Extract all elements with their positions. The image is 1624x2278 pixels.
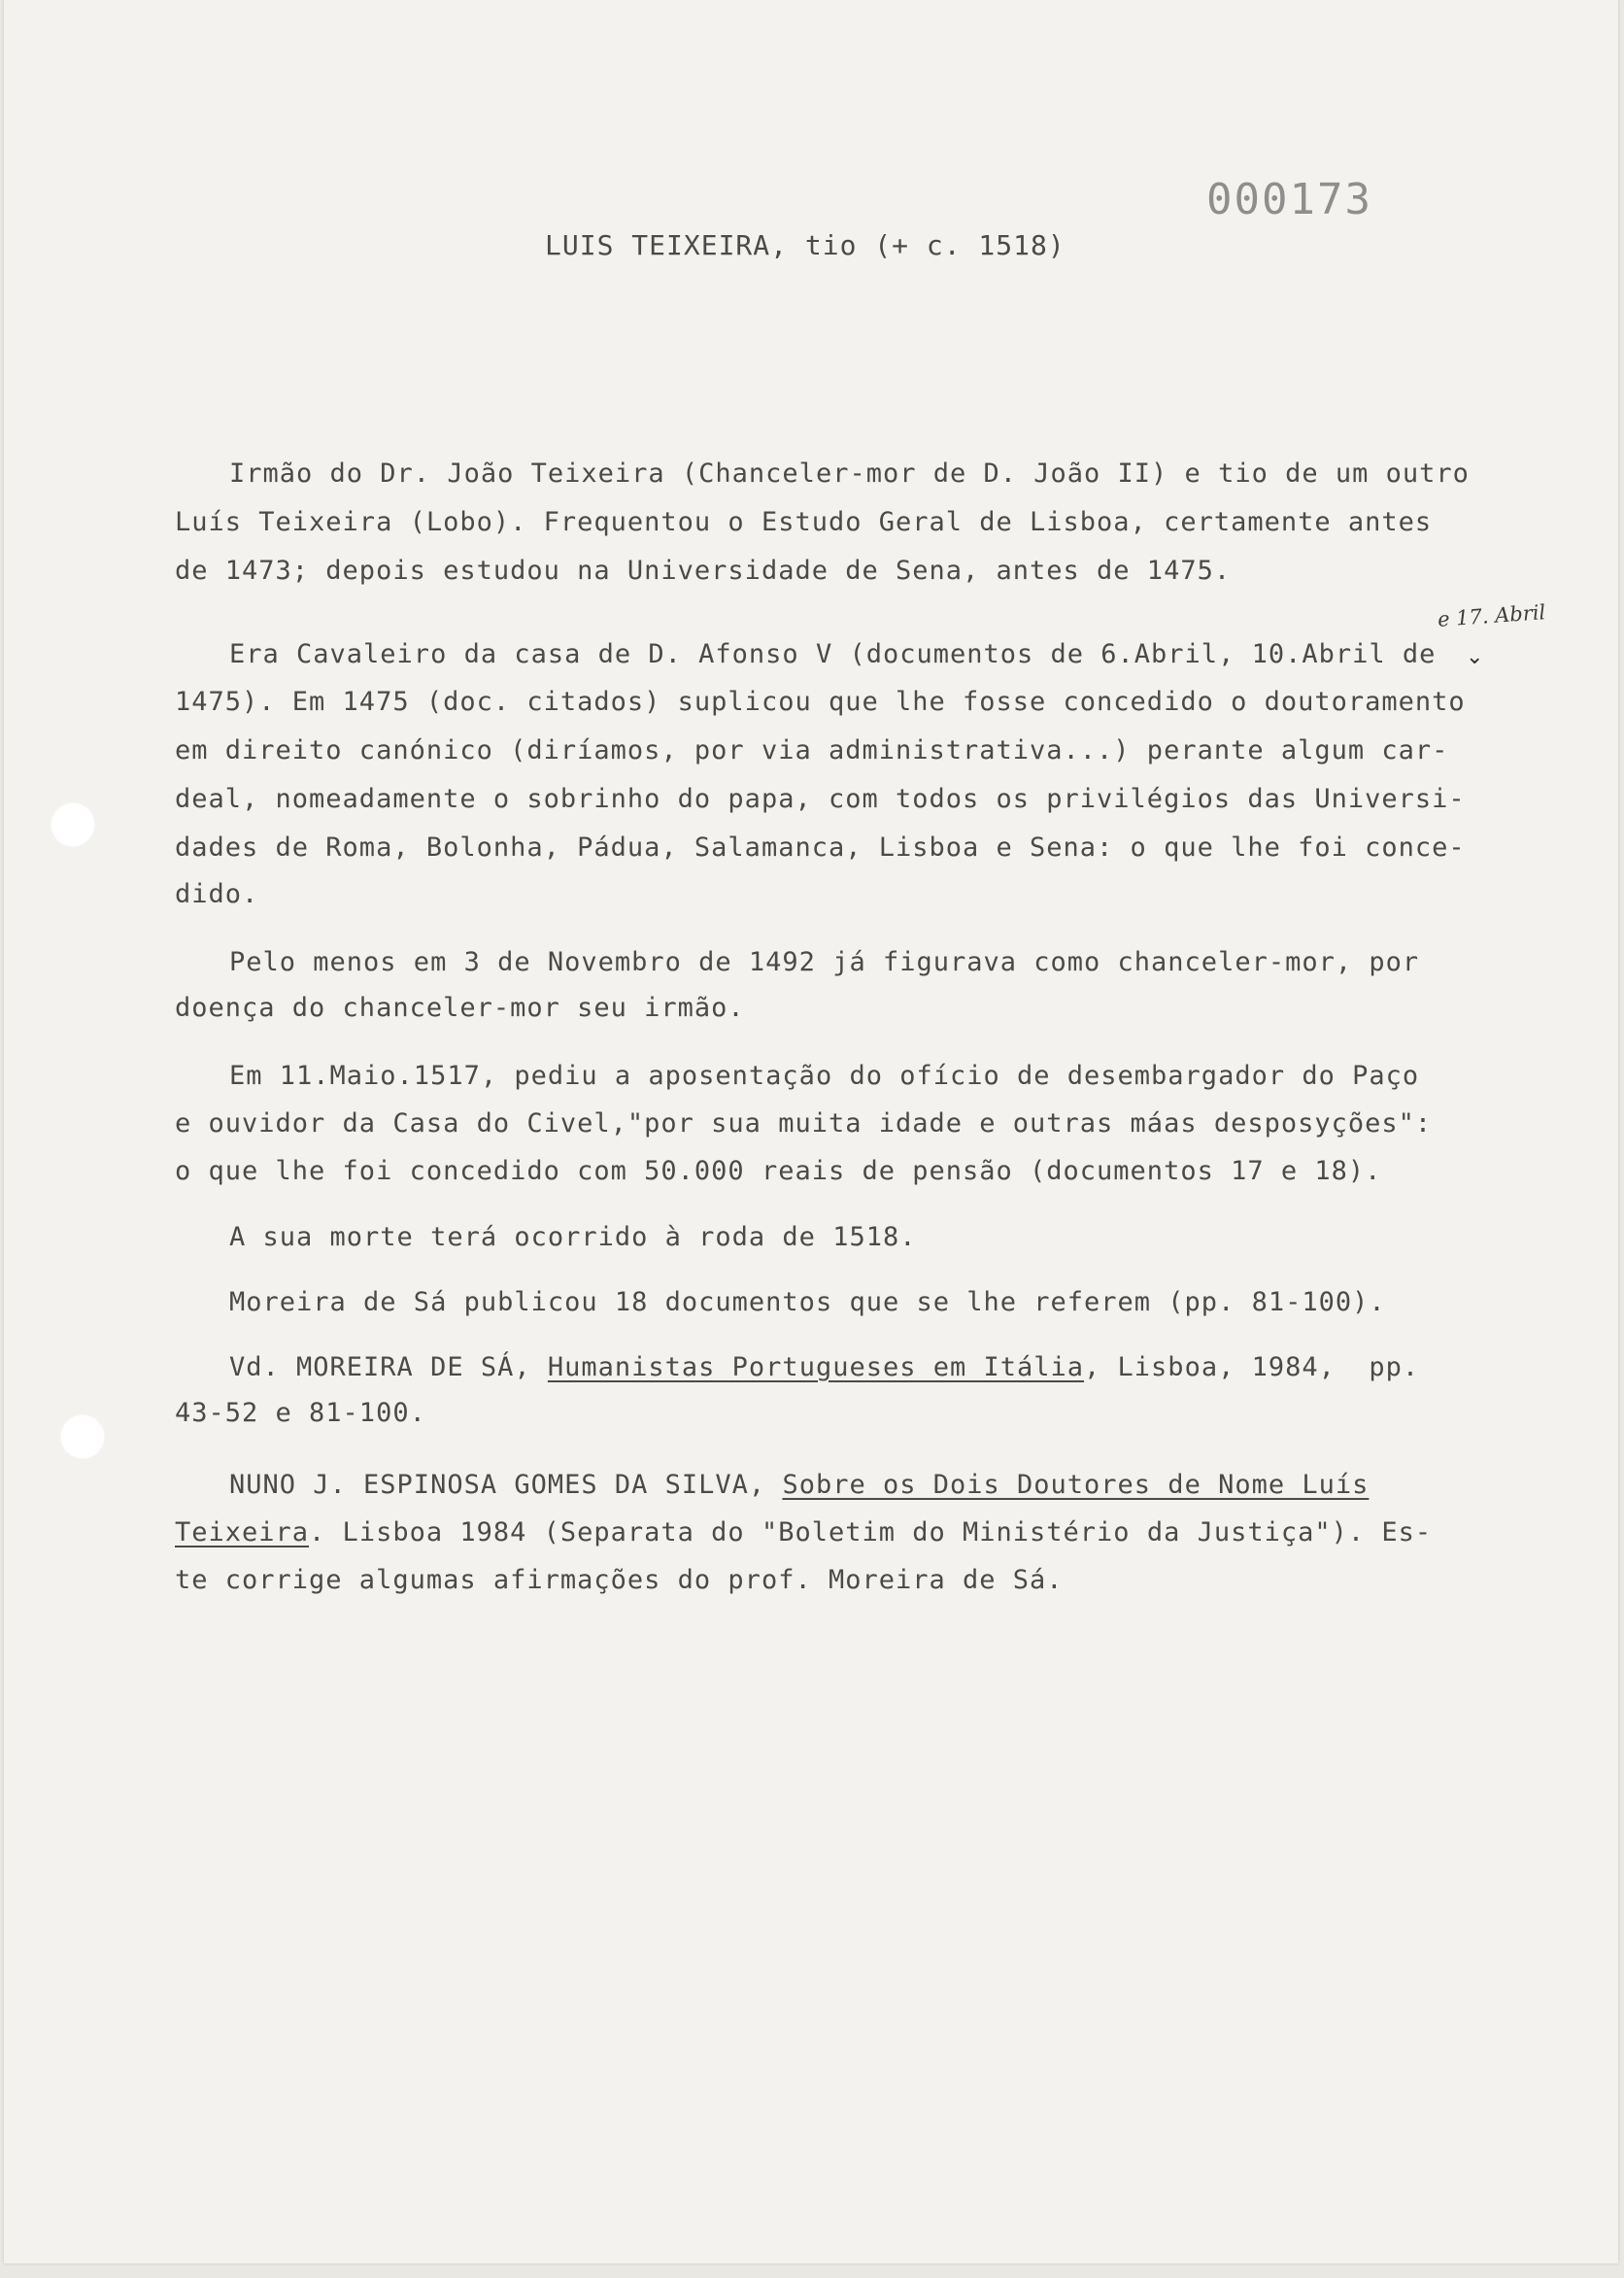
reference-1-suffix: , Lisboa, 1984, pp. (1084, 1352, 1420, 1382)
insertion-caret-mark: ⌄ (1466, 645, 1484, 669)
reference-1-book-title: Humanistas Portugueses em Itália (547, 1352, 1085, 1382)
paragraph-2-line-6: dido. (175, 879, 259, 909)
punch-hole-top (51, 802, 95, 847)
paragraph-1-line-3: de 1473; depois estudou na Universidade de Sena, antes de 1475. (175, 556, 1232, 586)
punch-hole-bottom (60, 1414, 105, 1459)
reference-2-line-1 (229, 1470, 1369, 1500)
reference-1-line-1 (229, 1352, 1419, 1382)
paragraph-3-line-2: doença do chanceler-mor seu irmão. (175, 993, 745, 1023)
reference-2-book-title-part2: Teixeira (175, 1517, 310, 1547)
reference-2-line2-suffix: . Lisboa 1984 (Separata do "Boletim do Ministério da Justiça"). Es- (309, 1517, 1433, 1547)
paragraph-2-line-4: deal, nomeadamente o sobrinho do papa, com todos os privilégios das Universi- (175, 784, 1466, 814)
paragraph-4-line-3: o que lhe foi concedido com 50.000 reais de pensão (documentos 17 e 18). (175, 1156, 1382, 1186)
paragraph-4-line-1: Em 11.Maio.1517, pediu a aposentação do ofício de desembargador do Paço (229, 1061, 1420, 1091)
document-title: LUIS TEIXEIRA, tio (+ c. 1518) (545, 229, 1066, 261)
paragraph-2-line-2: 1475). Em 1475 (doc. citados) suplicou que lhe fosse concedido o doutoramento (175, 687, 1466, 717)
reference-2-line-2 (175, 1517, 1432, 1547)
paragraph-3-line-1: Pelo menos em 3 de Novembro de 1492 já figurava como chanceler-mor, por (229, 947, 1420, 977)
reference-2-book-title-part1: Sobre os Dois Doutores de Nome Luís (782, 1470, 1370, 1500)
reference-1-line-2: 43-52 e 81-100. (175, 1398, 426, 1428)
paragraph-2-line-5: dades de Roma, Bolonha, Pádua, Salamanca, Lisboa e Sena: o que lhe foi conce- (175, 833, 1466, 863)
paragraph-1-line-2: Luís Teixeira (Lobo). Frequentou o Estudo Geral de Lisboa, certamente antes (175, 507, 1433, 537)
reference-2-prefix: NUNO J. ESPINOSA GOMES DA SILVA, (229, 1470, 783, 1500)
paragraph-5-line-1: A sua morte terá ocorrido à roda de 1518. (229, 1222, 917, 1252)
paragraph-2-line-3: em direito canónico (diríamos, por via administrativa...) perante algum car- (175, 735, 1449, 765)
handwritten-annotation: e 17. Abril (1437, 600, 1546, 631)
paragraph-4-line-2: e ouvidor da Casa do Civel,"por sua muita idade e outras máas desposyções": (175, 1108, 1433, 1139)
reference-1-prefix: Vd. MOREIRA DE SÁ, (229, 1352, 548, 1382)
paragraph-6-line-1: Moreira de Sá publicou 18 documentos que se lhe referem (pp. 81-100). (229, 1287, 1386, 1317)
paragraph-1-line-1: Irmão do Dr. João Teixeira (Chanceler-mor de D. João II) e tio de um outro (229, 459, 1470, 489)
document-page (4, 0, 1618, 2263)
reference-2-line-3: te corrige algumas afirmações do prof. Moreira de Sá. (175, 1565, 1064, 1595)
archive-number-stamp: 000173 (1206, 175, 1372, 224)
paragraph-2-line-1: Era Cavaleiro da casa de D. Afonso V (documentos de 6.Abril, 10.Abril de (229, 639, 1437, 669)
